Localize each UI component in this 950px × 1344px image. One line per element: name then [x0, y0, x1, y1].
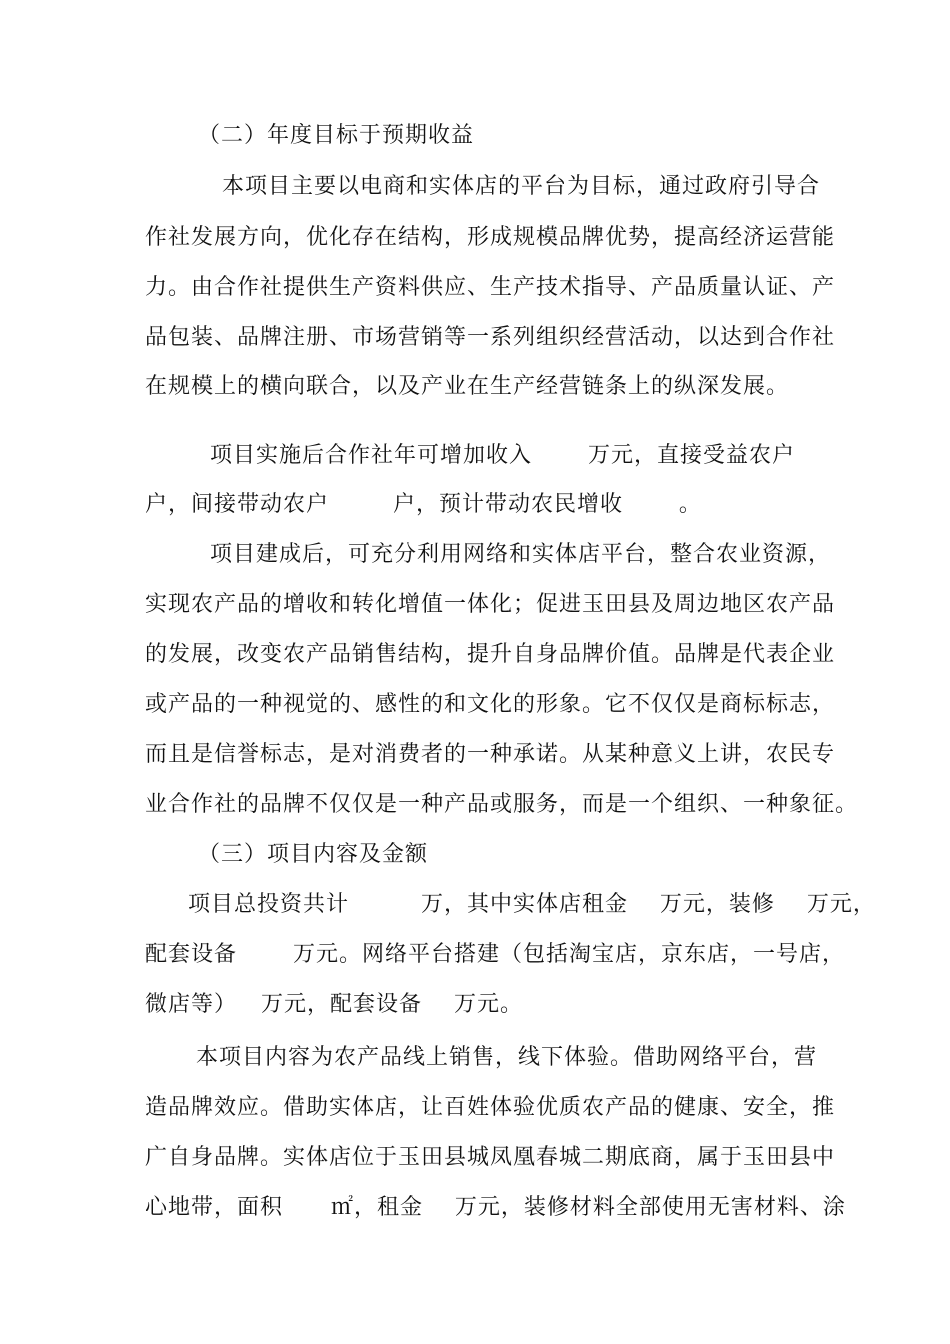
paragraph-2-line-1: 项目实施后合作社年可增加收入 万元，直接受益农户 [210, 443, 795, 468]
paragraph-1-line-3: 力。由合作社提供生产资料供应、生产技术指导、产品质量认证、产 [145, 275, 836, 300]
paragraph-3-line-3: 的发展，改变农产品销售结构，提升自身品牌价值。品牌是代表企业 [145, 642, 836, 667]
paragraph-1-line-1: 本项目主要以电商和实体店的平台为目标，通过政府引导合 [222, 174, 821, 199]
paragraph-5-line-4: 心地带，面积 ㎡，租金 万元，装修材料全部使用无害材料、涂 [145, 1195, 846, 1220]
paragraph-3-line-5: 而且是信誉标志，是对消费者的一种承诺。从某种意义上讲，农民专 [145, 742, 836, 767]
paragraph-2-line-2: 户，间接带动农户 户，预计带动农民增收 。 [145, 492, 702, 517]
paragraph-3-line-6: 业合作社的品牌不仅仅是一种产品或服务，而是一个组织、一种象征。 [145, 792, 859, 817]
paragraph-5-line-2: 造品牌效应。借助实体店，让百姓体验优质农产品的健康、安全，推 [145, 1095, 836, 1120]
section-heading-2: （二）年度目标于预期收益 [198, 123, 475, 148]
paragraph-3-line-4: 或产品的一种视觉的、感性的和文化的形象。它不仅仅是商标标志， [145, 692, 836, 717]
paragraph-5-line-3: 广自身品牌。实体店位于玉田县城凤凰春城二期底商，属于玉田县中 [145, 1145, 836, 1170]
paragraph-3-line-1: 项目建成后，可充分利用网络和实体店平台，整合农业资源， [210, 542, 832, 567]
paragraph-3-line-2: 实现农产品的增收和转化增值一体化；促进玉田县及周边地区农产品 [145, 592, 836, 617]
paragraph-4-line-1: 项目总投资共计 万，其中实体店租金 万元，装修 万元， [188, 892, 876, 917]
paragraph-4-line-2: 配套设备 万元。网络平台搭建（包括淘宝店，京东店，一号店， [145, 942, 845, 967]
paragraph-1-line-4: 品包装、品牌注册、市场营销等一系列组织经营活动，以达到合作社 [145, 325, 836, 350]
paragraph-1-line-5: 在规模上的横向联合，以及产业在生产经营链条上的纵深发展。 [145, 374, 790, 399]
paragraph-4-line-3: 微店等） 万元，配套设备 万元。 [145, 992, 523, 1017]
paragraph-5-line-1: 本项目内容为农产品线上销售，线下体验。借助网络平台，营 [196, 1045, 818, 1070]
paragraph-1-line-2: 作社发展方向，优化存在结构，形成规模品牌优势，提高经济运营能 [145, 225, 836, 250]
section-heading-3: （三）项目内容及金额 [198, 842, 429, 867]
